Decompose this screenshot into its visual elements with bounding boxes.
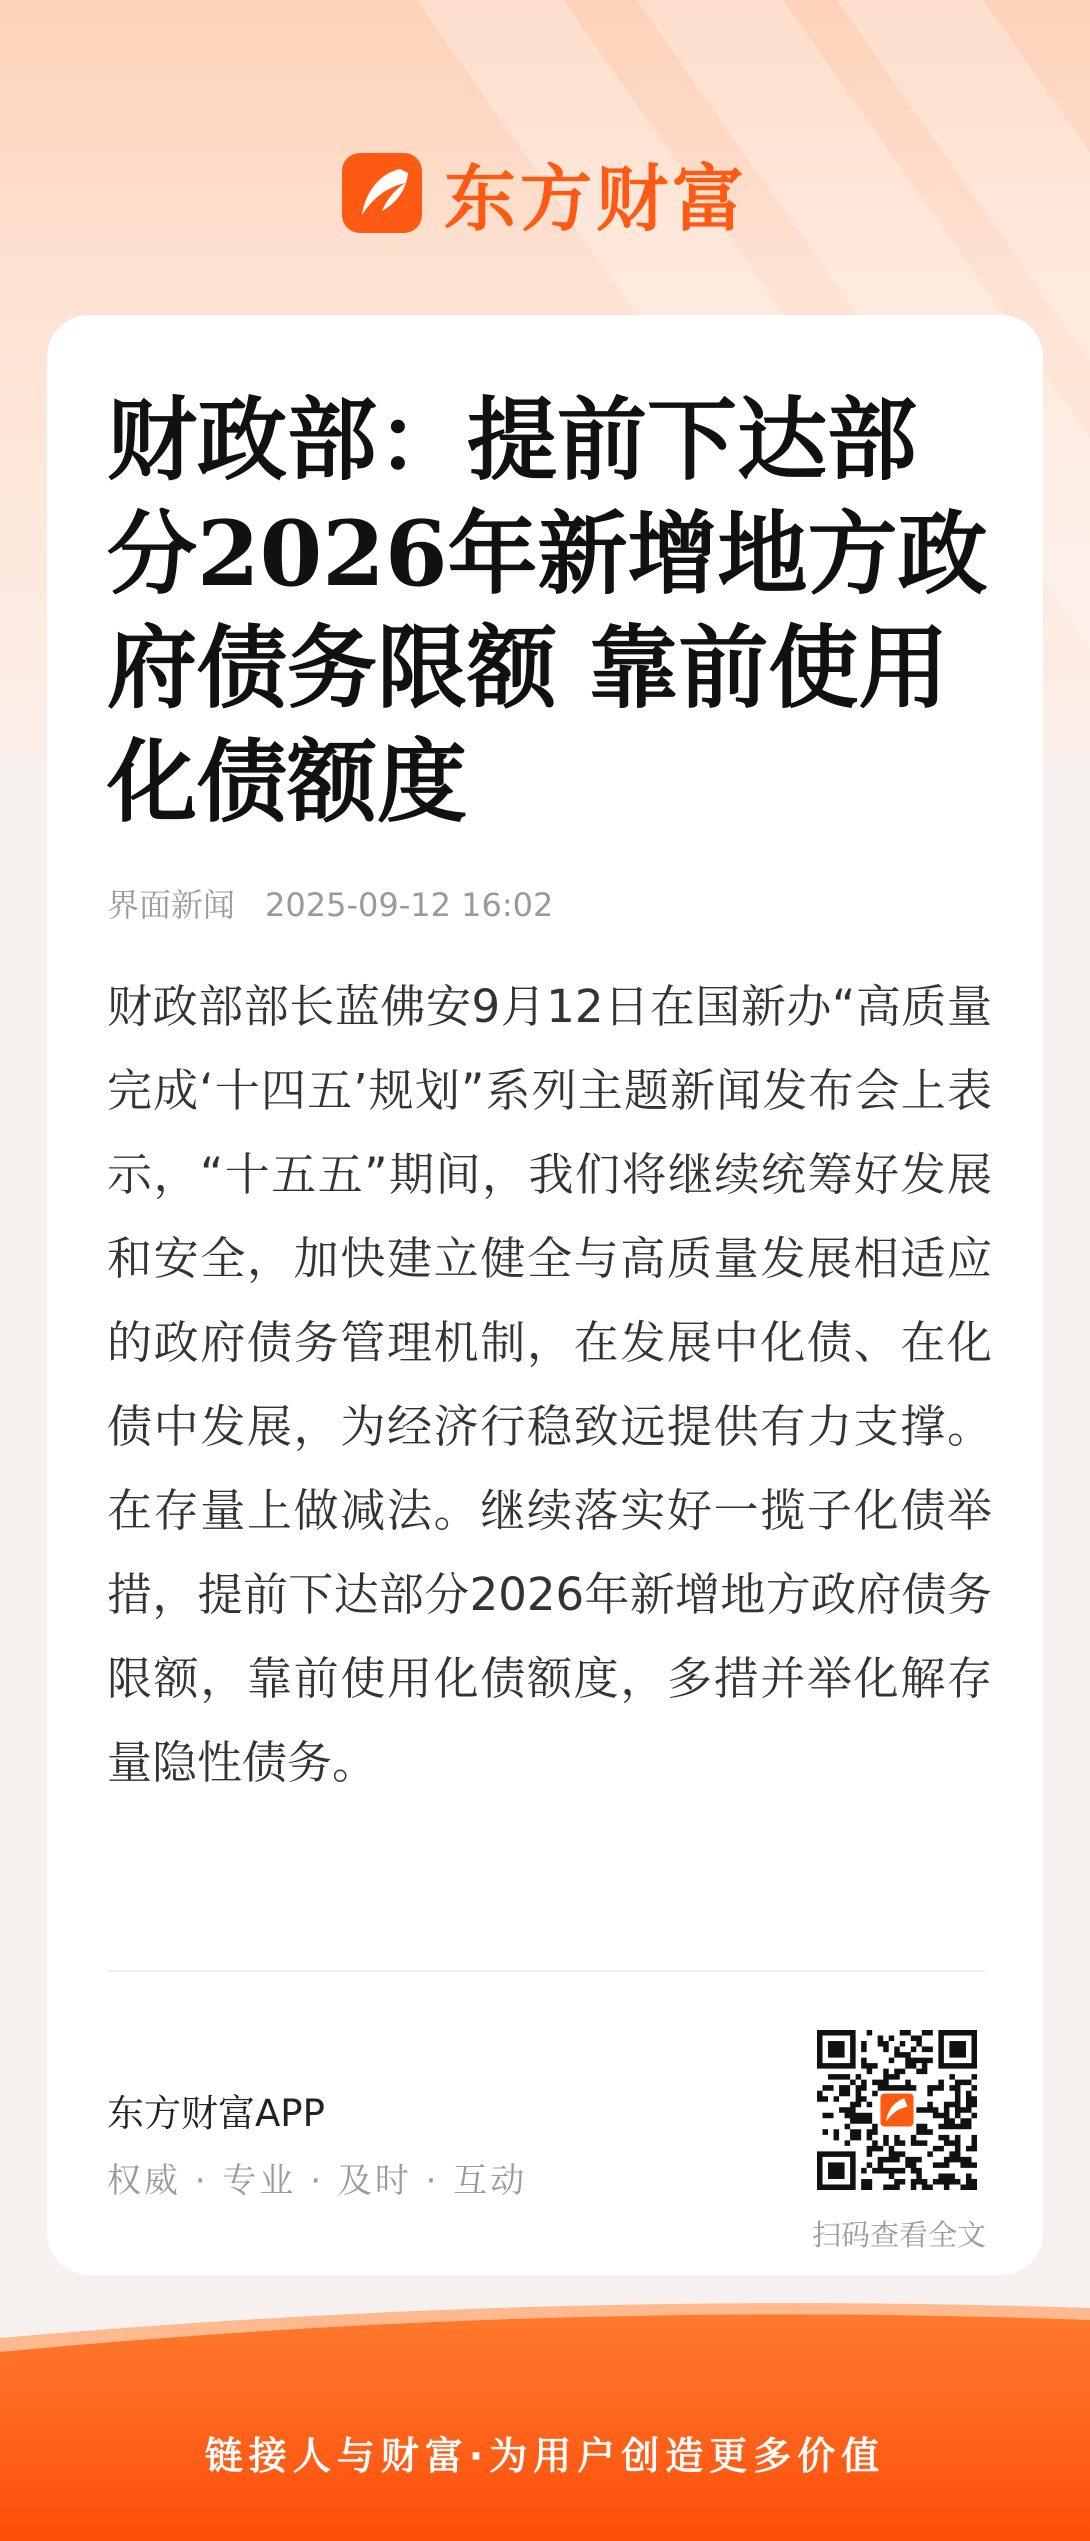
divider — [107, 1970, 985, 1972]
brand-icon — [342, 153, 422, 233]
article-meta — [107, 880, 553, 926]
qr-caption: 扫码查看全文 — [811, 2218, 986, 2252]
brand-logo — [0, 148, 1090, 241]
footer-banner — [0, 2290, 1090, 2541]
app-name: 东方财富APP — [107, 2092, 325, 2135]
article-source: 界面新闻 — [107, 886, 236, 924]
app-slogan: 权威 · 专业 · 及时 · 互动 — [107, 2161, 528, 2201]
brand-name: 东方财富 — [443, 157, 748, 241]
article-card — [47, 315, 1043, 2275]
footer-tagline: 链接人与财富·为用户创造更多价值 — [204, 2434, 886, 2478]
article-title: 财政部：提前下达部分2026年新增地方政府债务限额 靠前使用化债额度 — [107, 387, 988, 835]
article-datetime: 2025-09-12 16:02 — [265, 886, 554, 924]
qr-code[interactable] — [817, 2030, 977, 2190]
article-body: 财政部部长蓝佛安9月12日在国新办“高质量完成‘十四五’规划”系列主题新闻发布会上表示，“十五五”期间，我们将继续统筹好发展和安全，加快建立健全与高质量发展相适应的政府债务管理机制，在发展中化债、在化债中发展，为经济行稳致远提供有力支撑。在存量上做减法。继续落实好一揽子化债举措，提前下达部分2026年新增地方政府债务限额，靠前使用化债额度，多措并举化解存量隐性债务。 — [107, 980, 992, 1789]
